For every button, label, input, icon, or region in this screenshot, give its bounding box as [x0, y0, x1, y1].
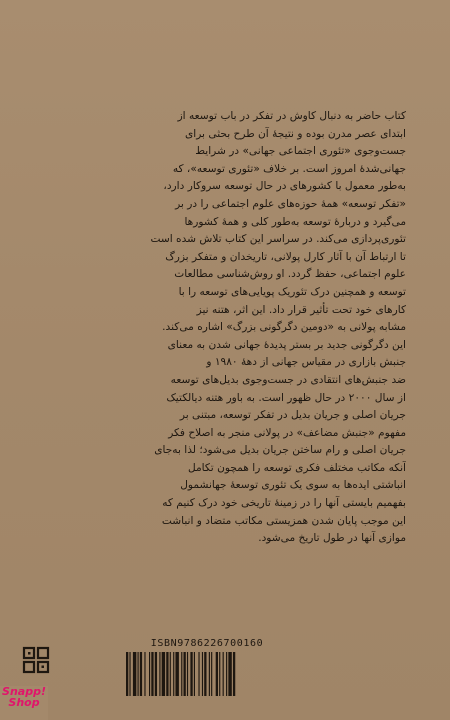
barcode-bar	[187, 652, 188, 696]
barcode-bar	[209, 652, 210, 696]
barcode-bar	[198, 652, 199, 696]
barcode-bar	[216, 652, 218, 696]
blurb-line: «تفکر توسعه» همهٔ حوزه‌های علوم اجتماعی را در بر	[175, 197, 406, 210]
blurb-line: تئوری‌پردازی می‌کند. در سراسر این کتاب تلاش شده است	[150, 233, 406, 246]
blurb-line: انباشتی ایده‌ها به سوی یک تئوری توسعهٔ جهانشمول	[180, 479, 406, 492]
barcode-bar	[144, 652, 145, 696]
barcode-icon	[126, 652, 288, 696]
barcode-bar	[173, 652, 174, 696]
barcode-bar	[184, 652, 186, 696]
blurb-line: ضد جنبش‌های انتقادی در جست‌وجوی بدیل‌های توسعه	[170, 373, 406, 386]
barcode-bar	[140, 652, 142, 696]
barcode-bar	[226, 652, 227, 696]
blurb-line: جست‌وجوی «تئوری اجتماعی جهانی» در شرایط	[195, 145, 406, 158]
barcode-bar	[155, 652, 157, 696]
blurb-line: جریان اصلی و جریان بدیل در تفکر توسعه، مبتنی بر	[179, 409, 406, 422]
blurb-line: تا ارتباط آن با آثار کارل پولانی، تاریخدان و متفکر بزرگ	[165, 250, 406, 263]
blurb-line: مفهوم «جنبش مضاعف» در پولانی منجر به اصلاح فکر	[168, 426, 406, 439]
blurb-line: مشابه پولانی به «دومین دگرگونی بزرگ» اشاره می‌کند.	[162, 321, 406, 334]
blurb-text	[66, 108, 406, 548]
barcode-bar	[219, 652, 220, 696]
barcode-bar	[175, 652, 178, 696]
barcode-bar	[162, 652, 165, 696]
barcode-bar	[149, 652, 150, 696]
barcode-bar	[228, 652, 231, 696]
snapp-shop-watermark	[0, 686, 48, 720]
blurb-line: ابتدای عصر مدرن بوده و نتیجهٔ آن طرح بحثی برای	[184, 127, 406, 140]
barcode-bar	[138, 652, 139, 696]
blurb-line: می‌گیرد و دربارهٔ توسعه به‌طور کلی و همهٔ کشورها	[184, 215, 406, 228]
barcode-block	[122, 638, 292, 698]
blurb-line: علوم اجتماعی، حفظ گردد. او روش‌شناسی مطالعات	[174, 268, 406, 281]
publisher-logo-icon	[22, 646, 50, 674]
snapp-watermark-text: Snapp! Shop	[2, 685, 46, 709]
barcode-bar	[211, 652, 212, 696]
barcode-bar	[151, 652, 153, 696]
blurb-line: این دگرگونی جدید بر بستر پدیدهٔ جهانی شدن به معنای	[167, 338, 406, 351]
barcode-bar	[233, 652, 235, 696]
barcode-bar	[126, 652, 128, 696]
barcode-bar	[202, 652, 203, 696]
blurb-line: توسعه و همچنین درک تئوریک پویایی‌های توسعه را با	[178, 285, 406, 298]
barcode-bar	[170, 652, 171, 696]
blurb-line: این موجب پایان شدن همزیستی مکاتب متضاد و انباشت	[161, 514, 406, 527]
blurb-line: کتاب حاضر به دنبال کاوش در تفکر در باب توسعه از	[177, 110, 406, 122]
blurb-line: از سال ۲۰۰۰ در حال ظهور است. به باور هتنه دیالکتیک	[166, 391, 406, 404]
blurb-line: جهانی‌شدهٔ امروز است. بر خلاف «تئوری توسعه»، که	[172, 162, 406, 175]
barcode-bar	[223, 652, 224, 696]
barcode-bar	[166, 652, 168, 696]
barcode-bar	[159, 652, 160, 696]
blurb-line: کارهای خود تحت تأثیر قرار داد. این اثر، هتنه نیز	[196, 303, 406, 316]
barcode-bar	[129, 652, 130, 696]
barcode-bar	[190, 652, 192, 696]
blurb-line: آنکه مکاتب مختلف فکری توسعه را همچون تکامل	[187, 461, 406, 474]
barcode-bar	[194, 652, 195, 696]
isbn-number: ISBN9786226700160	[150, 638, 264, 649]
barcode-bar	[204, 652, 206, 696]
blurb-line: موازی آنها در طول تاریخ می‌شود.	[258, 532, 406, 545]
blurb-line: بفهمیم بایستی آنها را در زمینهٔ تاریخی خود درک کنیم که	[162, 497, 406, 510]
barcode-bar	[181, 652, 182, 696]
barcode-bar	[133, 652, 136, 696]
blurb-line: جریان اصلی و رام ساختن جریان بدیل می‌شود؛ لذا به‌جای	[154, 444, 406, 457]
blurb-line: جنبش بازاری در مقیاس جهانی از دههٔ ۱۹۸۰ و	[206, 356, 406, 369]
blurb-line: به‌طور معمول با کشورهای در حال توسعه سروکار دارد،	[163, 180, 406, 193]
